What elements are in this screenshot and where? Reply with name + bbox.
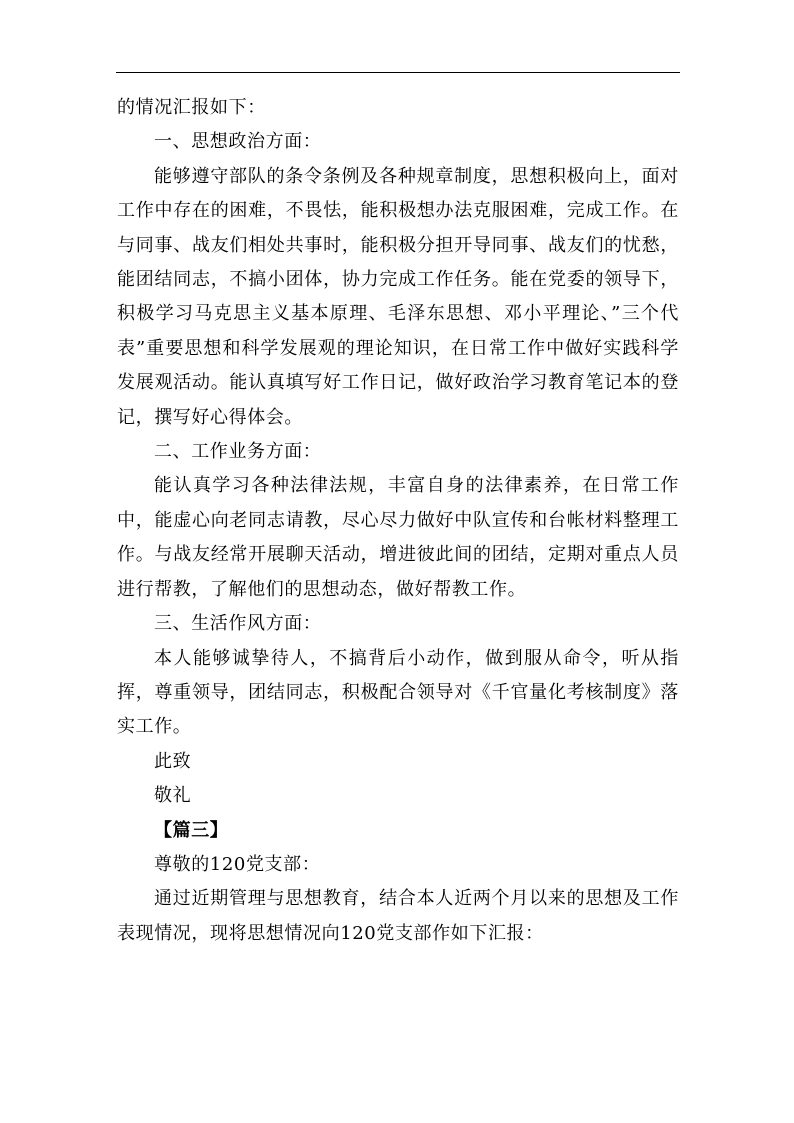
- closing-salutation: 此致: [154, 750, 192, 772]
- paragraph-report-intro: 通过近期管理与思想教育，结合本人近两个月以来的思想及工作表现情况，现将思想情况向120党支部作如下汇报：: [117, 888, 679, 944]
- document-body: [117, 91, 679, 951]
- heading-lifestyle: 三、生活作风方面：: [154, 613, 322, 635]
- addressee: 尊敬的120党支部：: [154, 853, 321, 875]
- closing-regards: 敬礼: [154, 785, 192, 807]
- header-rule: [116, 72, 680, 73]
- heading-work: 二、工作业务方面：: [154, 441, 322, 463]
- paragraph-political: 能够遵守部队的条令条例及各种规章制度，思想积极向上，面对工作中存在的困难，不畏怯，能积极想办法克服困难，完成工作。在与同事、战友们相处共事时，能积极分担开导同事、战友们的忧愁，能团结同志，不搞小团体，协力完成工作任务。能在党委的领导下，积极学习马克思主义基本原理、毛泽东思想、邓小平理论、”三个代表”重要思想和科学发展观的理论知识，在日常工作中做好实践科学发展观活动。能认真填写好工作日记，做好政治学习教育笔记本的登记，撰写好心得体会。: [117, 165, 679, 428]
- heading-political: 一、思想政治方面：: [154, 131, 322, 153]
- section-title: 【篇三】: [154, 819, 229, 841]
- paragraph-work: 能认真学习各种法律法规，丰富自身的法律素养，在日常工作中，能虚心向老同志请教，尽心尽力做好中队宣传和台帐材料整理工作。与战友经常开展聊天活动，增进彼此间的团结，定期对重点人员进行帮教，了解他们的思想动态，做好帮教工作。: [117, 475, 679, 600]
- paragraph-lifestyle: 本人能够诚挚待人，不搞背后小动作，做到服从命令，听从指挥，尊重领导，团结同志，积极配合领导对《千官量化考核制度》落实工作。: [117, 647, 679, 738]
- paragraph-intro: 的情况汇报如下：: [117, 97, 266, 118]
